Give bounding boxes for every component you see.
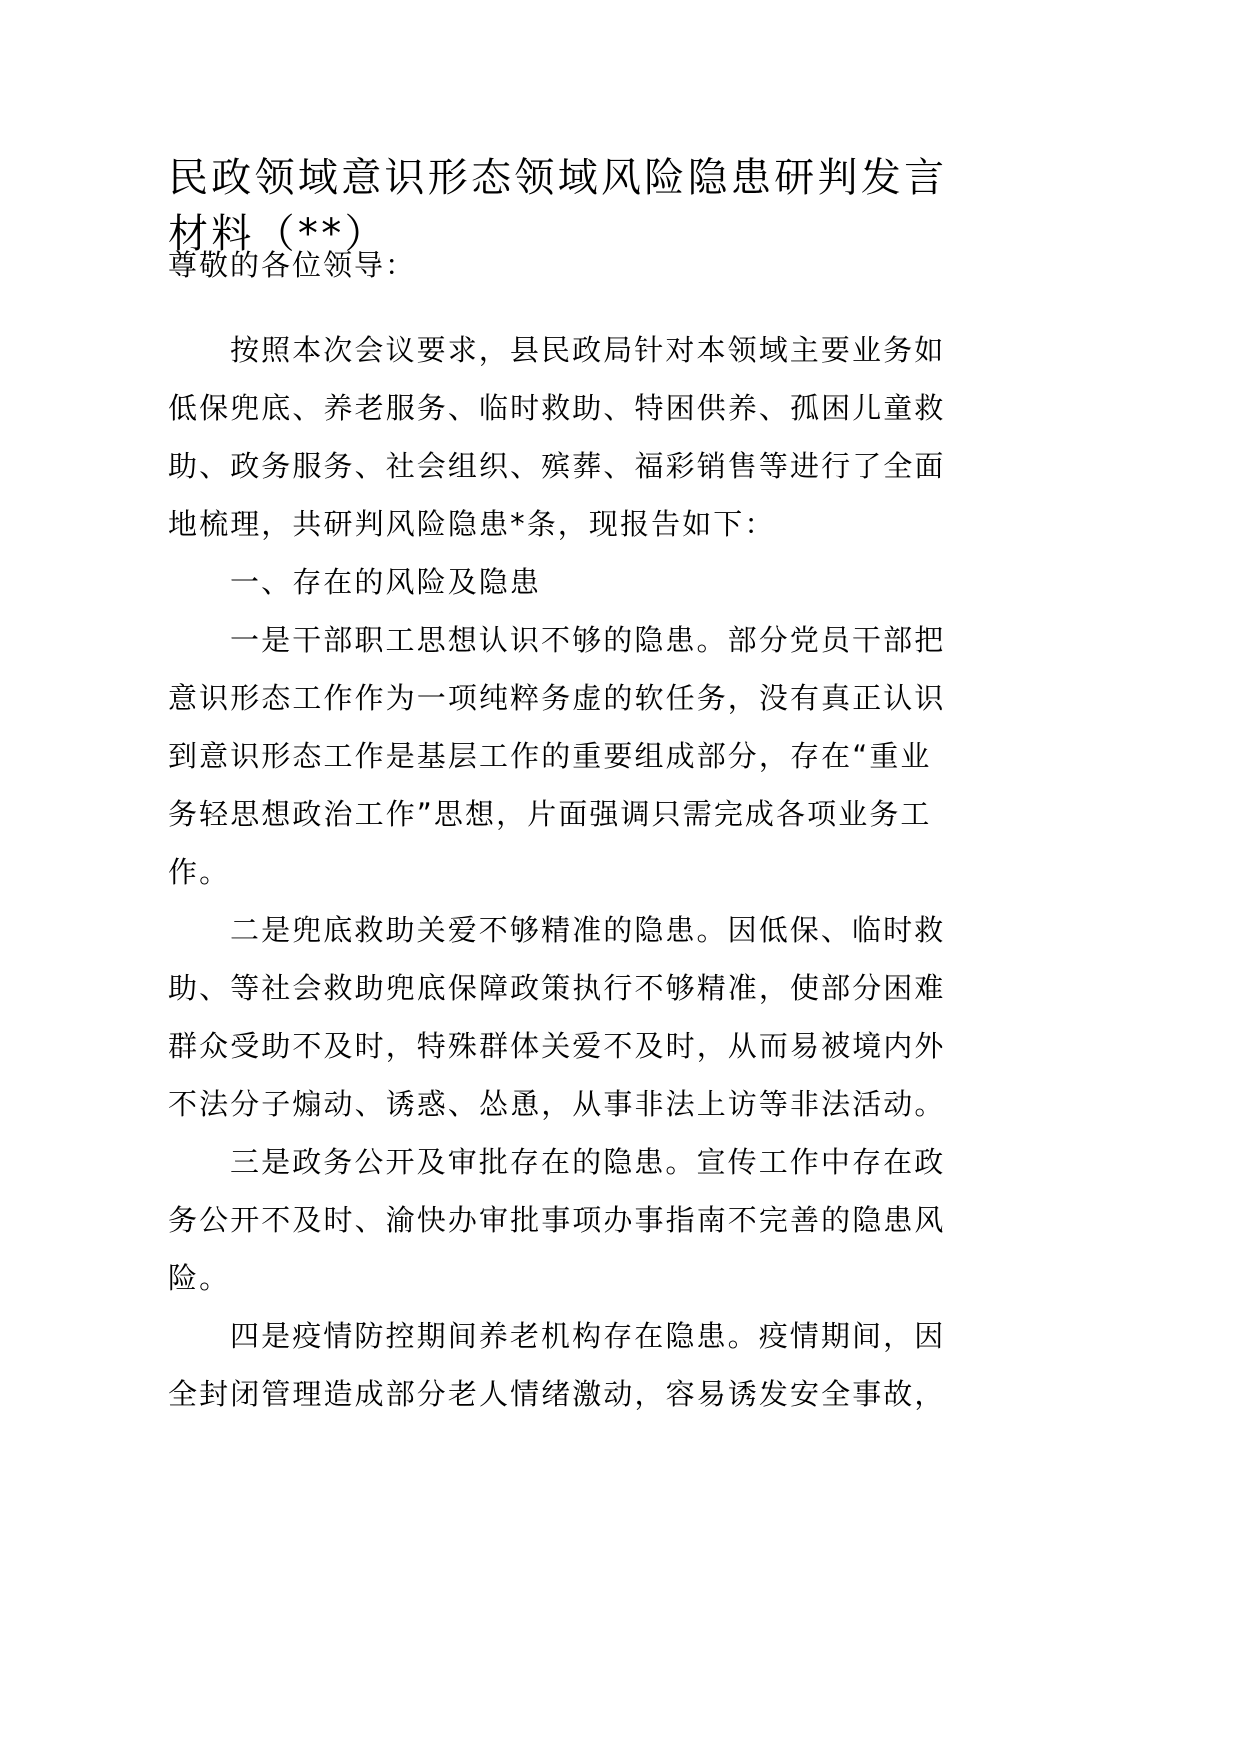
text-line: 按照本次会议要求，县民政局针对本领域主要业务如 xyxy=(230,333,946,367)
paragraph-intro xyxy=(168,321,948,553)
text-line: 一、存在的风险及隐患 xyxy=(230,565,542,599)
text-line: 三是政务公开及审批存在的隐患。宣传工作中存在政 xyxy=(230,1145,946,1179)
text-line: 助、政务服务、社会组织、殡葬、福彩销售等进行了全面 xyxy=(168,449,946,483)
title-line: 材料（**） xyxy=(168,211,388,257)
text-line: 四是疫情防控期间养老机构存在隐患。疫情期间，因 xyxy=(230,1319,946,1353)
text-line: 到意识形态工作是基层工作的重要组成部分，存在“重业 xyxy=(168,739,932,773)
text-line: 一是干部职工思想认识不够的隐患。部分党员干部把 xyxy=(230,623,946,657)
text-line: 务公开不及时、渝快办审批事项办事指南不完善的隐患风 xyxy=(168,1203,946,1237)
paragraph-risk-1 xyxy=(168,611,948,901)
text-line: 不法分子煽动、诱惑、怂恿，从事非法上访等非法活动。 xyxy=(168,1087,946,1121)
paragraph-risk-4 xyxy=(168,1307,948,1423)
section-heading xyxy=(168,553,948,611)
text-line: 地梳理，共研判风险隐患*条，现报告如下： xyxy=(168,507,776,541)
text-line: 低保兜底、养老服务、临时救助、特困供养、孤困儿童救 xyxy=(168,391,946,425)
paragraph-risk-2 xyxy=(168,901,948,1133)
title-line: 民政领域意识形态领域风险隐患研判发言 xyxy=(168,155,948,201)
text-line: 务轻思想政治工作”思想，片面强调只需完成各项业务工 xyxy=(168,797,932,831)
text-line: 作。 xyxy=(168,855,231,889)
text-line: 险。 xyxy=(168,1261,231,1295)
text-line: 群众受助不及时，特殊群体关爱不及时，从而易被境内外 xyxy=(168,1029,946,1063)
salutation: 尊敬的各位领导： xyxy=(168,248,417,282)
text-line: 意识形态工作作为一项纯粹务虚的软任务，没有真正认识 xyxy=(168,681,946,715)
paragraph-risk-3 xyxy=(168,1133,948,1307)
text-line: 全封闭管理造成部分老人情绪激动，容易诱发安全事故， xyxy=(168,1377,946,1411)
text-line: 助、等社会救助兜底保障政策执行不够精准，使部分困难 xyxy=(168,971,946,1005)
document-body xyxy=(168,321,948,1423)
text-line: 二是兜底救助关爱不够精准的隐患。因低保、临时救 xyxy=(230,913,946,947)
